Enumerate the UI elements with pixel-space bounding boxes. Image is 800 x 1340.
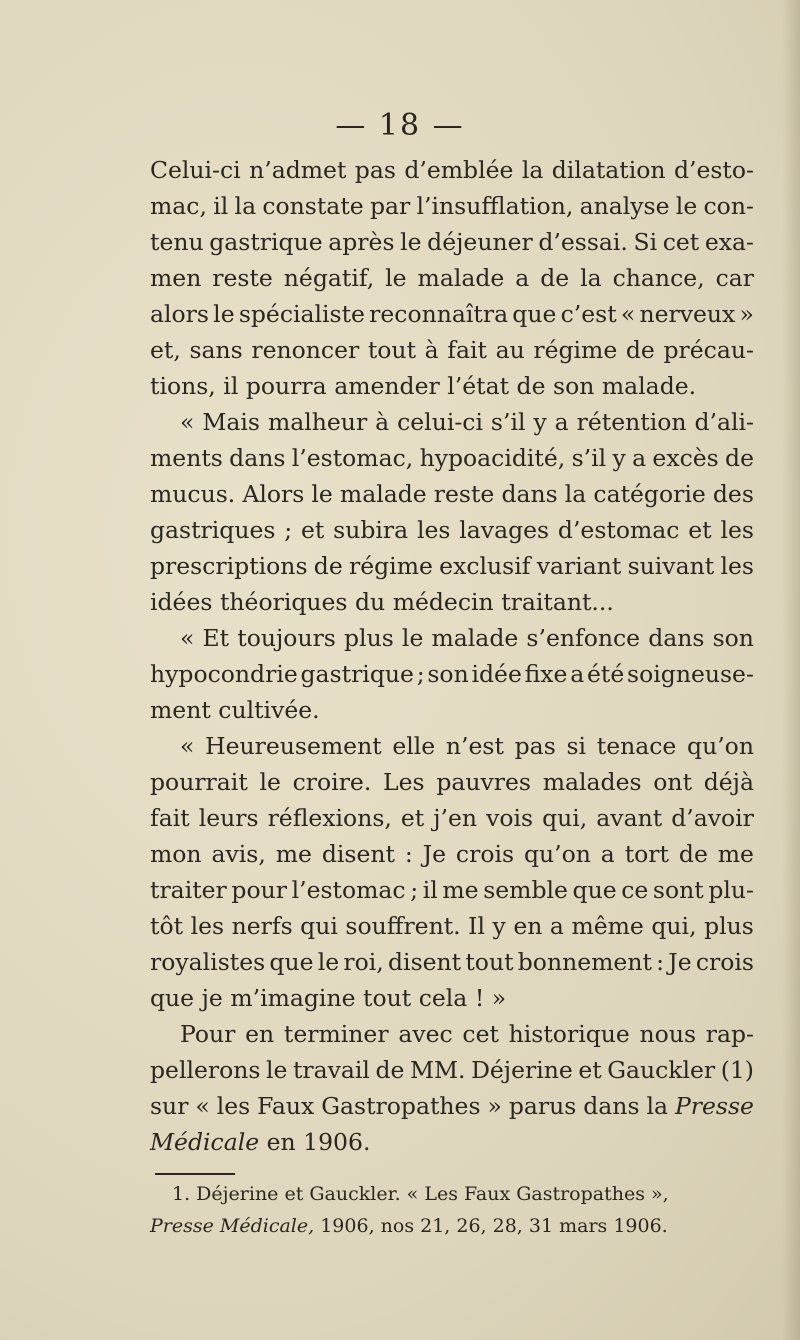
text-line: sur « les Faux Gastropathes » parus dans la Presse bbox=[150, 1092, 754, 1120]
text-line: ment cultivée. bbox=[150, 696, 320, 724]
text-line: pellerons le travail de MM. Déjerine et Gauckler (1) bbox=[150, 1056, 754, 1084]
body-text bbox=[150, 152, 754, 1160]
text-line: tions, il pourra amender l’état de son malade. bbox=[150, 372, 697, 400]
text-line: que je m’imagine tout cela ! » bbox=[150, 984, 507, 1012]
footnote-journal: Presse Médicale, bbox=[150, 1215, 315, 1237]
text-line: alors le spécialiste reconnaîtra que c’est « nerveux » bbox=[150, 300, 754, 328]
text-line: fait leurs réflexions, et j’en vois qui, avant d’avoir bbox=[150, 804, 754, 832]
text-line: traiter pour l’estomac ; il me semble que ce sont plu- bbox=[150, 876, 754, 904]
text-line: tôt les nerfs qui souffrent. Il y en a même qui, plus bbox=[150, 912, 754, 940]
page-edge-shadow bbox=[782, 0, 800, 1340]
text-line: hypocondrie gastrique ; son idée fixe a été soigneuse- bbox=[150, 660, 754, 688]
footnote-details: 1906, nos 21, 26, 28, 31 mars 1906. bbox=[320, 1215, 668, 1237]
text-line: idées théoriques du médecin traitant... bbox=[150, 588, 614, 616]
text-line: royalistes que le roi, disent tout bonnement : Je crois bbox=[150, 948, 754, 976]
text-line: « Heureusement elle n’est pas si tenace qu’on bbox=[180, 732, 754, 760]
text-line: pourrait le croire. Les pauvres malades ont déjà bbox=[150, 768, 754, 796]
text-line: Celui-ci n’admet pas d’emblée la dilatation d’esto- bbox=[150, 156, 754, 184]
footnote-line-2 bbox=[150, 1210, 754, 1242]
text-line: Médicale en 1906. bbox=[150, 1124, 754, 1160]
text-line: prescriptions de régime exclusif variant suivant les bbox=[150, 552, 754, 580]
text-line: tenu gastrique après le déjeuner d’essai. Si cet exa- bbox=[150, 228, 754, 256]
text-line: mac, il la constate par l’insufflation, analyse le con- bbox=[150, 192, 754, 220]
text-line: et, sans renoncer tout à fait au régime de précau- bbox=[150, 336, 754, 364]
journal-name: Médicale bbox=[150, 1128, 260, 1156]
footnote bbox=[150, 1178, 754, 1242]
text-line: ments dans l’estomac, hypoacidité, s’il y a excès de bbox=[150, 444, 754, 472]
text-line: Pour en terminer avec cet historique nous rap- bbox=[180, 1020, 754, 1048]
footnote-divider bbox=[155, 1173, 235, 1175]
text-line: men reste négatif, le malade a de la chance, car bbox=[150, 264, 754, 292]
text-line: « Et toujours plus le malade s’enfonce dans son bbox=[180, 624, 754, 652]
text-line: mon avis, me disent : Je crois qu’on a tort de me bbox=[150, 840, 754, 868]
page-number: — 18 — bbox=[335, 108, 465, 143]
footnote-line-1: 1. Déjerine et Gauckler. « Les Faux Gastropathes », bbox=[172, 1183, 669, 1205]
text-line: gastriques ; et subira les lavages d’estomac et les bbox=[150, 516, 754, 544]
text-line: mucus. Alors le malade reste dans la catégorie des bbox=[150, 480, 754, 508]
text-line: « Mais malheur à celui-ci s’il y a rétention d’ali- bbox=[180, 408, 754, 436]
